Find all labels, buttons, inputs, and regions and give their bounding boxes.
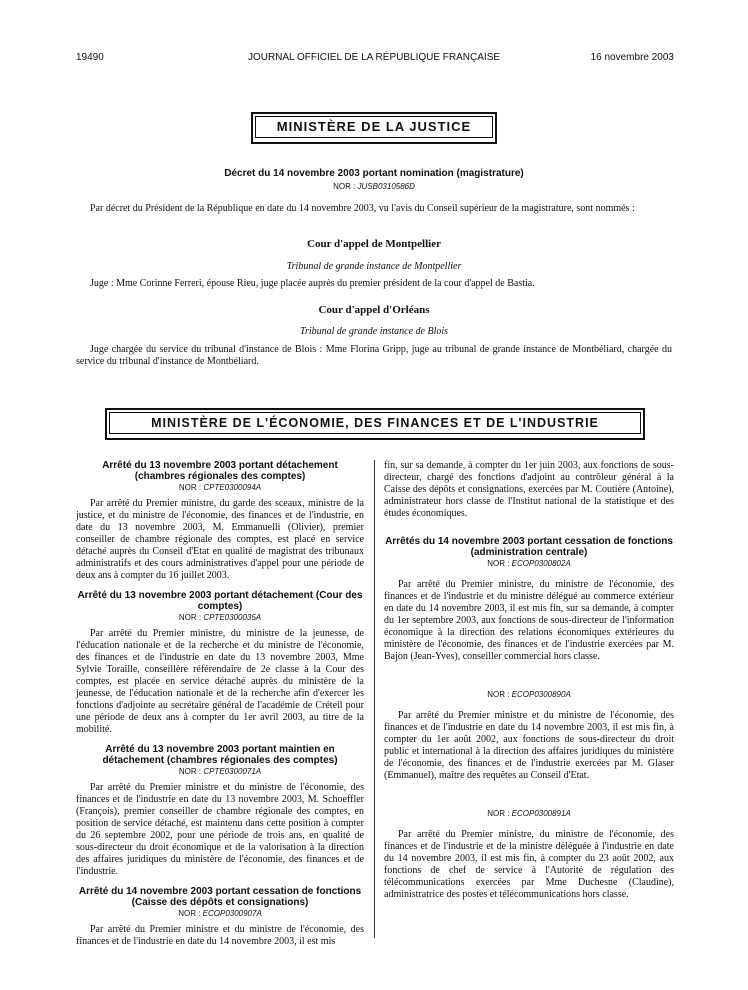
arrete-nor: NOR : CPTE0300035A	[178, 613, 262, 622]
arrete-nor: NOR : ECOP0300890A	[487, 690, 571, 699]
ministry-justice-box	[251, 112, 497, 144]
decree-nor: NOR : JUSB0310586D	[333, 182, 415, 191]
continuation-text: fin, sur sa demande, à compter du 1er juin 2003, aux fonctions de sous-directeur, chargé des fonctions d'adjoint au contrôleur général à la Caisse des dépôts et consignations, exercées par M. Coutière (Antoine), administrateur hors classe de l'Institut national de la statistique et des études économiques.	[384, 460, 674, 519]
ministry-economie-title: MINISTÈRE DE L'ÉCONOMIE, DES FINANCES ET DE L'INDUSTRIE	[109, 412, 641, 434]
decree-title: Décret du 14 novembre 2003 portant nomination (magistrature)	[224, 168, 524, 179]
ministry-economie-box	[105, 408, 645, 440]
court-montpellier: Cour d'appel de Montpellier	[307, 238, 441, 250]
arrete-nor: NOR : ECOP0300907A	[178, 909, 262, 918]
issue-date: 16 novembre 2003	[590, 52, 674, 63]
arrete-text: Par arrêté du Premier ministre, du garde des sceaux, ministre de la justice, et du ministre de l'économie, des finances et de l'industrie, en date du 13 novembre 2003, M. Emmanuelli (Olivier), premier conseiller de chambre régionale des comptes, est placé en service détaché auprès du Conseil d'Etat en qualité de magistrat des tribunaux administratifs et des cours administratives d'appel pour une période de deux ans à compter du 16 juillet 2003.	[76, 498, 364, 581]
arrete-r3	[384, 808, 674, 901]
arrete-nor: NOR : ECOP0300891A	[487, 809, 571, 818]
decree-intro: Par décret du Président de la République en date du 14 novembre 2003, vu l'avis du Conseil supérieur de la magistrature, sont nommés :	[90, 203, 635, 214]
arrete-title: Arrêté du 13 novembre 2003 portant maintien en détachement (chambres régionales des comptes)	[102, 744, 338, 766]
court-orleans: Cour d'appel d'Orléans	[318, 304, 430, 316]
arrete-r1	[384, 558, 674, 663]
arrete-title: Arrêté du 13 novembre 2003 portant détachement (Cour des comptes)	[77, 590, 363, 612]
judge-blois: Juge chargée du service du tribunal d'instance de Blois : Mme Florina Gripp, juge au tribunal de grande instance de Montbéliard, chargée du service du tribunal d'instance de Montbéliard.	[76, 344, 672, 367]
arrete-nor: NOR : CPTE0300071A	[178, 767, 262, 776]
page-number: 19490	[76, 52, 104, 63]
arrete-text: Par arrêté du Premier ministre et du ministre de l'économie, des finances et de l'industrie en date du 13 novembre 2003, M. Schoeffler (François), premier conseiller de chambre régionale des comptes, en position de service détaché, est maintenu dans cette position à compter du 26 septembre 2002, pour une période de trois ans, en qualité de sous-directeur du droit économique et de la valorisation à la direction des affaires juridiques du ministère de l'économie, des finances et de l'industrie.	[76, 782, 364, 877]
right-column	[384, 460, 674, 901]
arretes-title: Arrêtés du 14 novembre 2003 portant cessation de fonctions (administration centrale)	[385, 536, 673, 558]
arrete-title: Arrêté du 13 novembre 2003 portant détachement (chambres régionales des comptes)	[102, 460, 338, 482]
arrete-title: Arrêté du 14 novembre 2003 portant cessation de fonctions (Caisse des dépôts et consignations)	[78, 886, 362, 908]
arrete-text: Par arrêté du Premier ministre, du ministre de l'économie, des finances et de l'industrie et du ministre délégué au commerce extérieur en date du 14 novembre 2003, il est mis fin, sur sa demande, à compter du 1er septembre 2003, aux fonctions de sous-directeur de l'information économique à la direction des relations économiques extérieures du ministère de l'économie, des finances et de l'industrie exercées par M. Bajon (Jean-Yves), conseiller commercial hors classe.	[384, 579, 674, 662]
ministry-justice-title: MINISTÈRE DE LA JUSTICE	[255, 116, 493, 138]
arrete-r2	[384, 689, 674, 782]
arrete-nor: NOR : CPTE0300094A	[178, 483, 262, 492]
judge-montpellier: Juge : Mme Corinne Ferreri, épouse Rieu, juge placée auprès du premier président de la cour d'appel de Bastia.	[90, 278, 535, 289]
arrete-4	[76, 886, 364, 948]
column-divider	[374, 460, 375, 938]
arrete-3	[76, 744, 364, 878]
arrete-text: Par arrêté du Premier ministre, du ministre de la jeunesse, de l'éducation nationale et de la recherche et du ministre de l'économie, des finances et de l'industrie en date du 13 novembre 2003, Mme Sylvie Toraille, conseillère référendaire de 2e classe à la Cour des comptes, est placée en service détaché auprès du ministère de la jeunesse, de l'éducation nationale et de la recherche afin d'exercer les fonctions d'adjointe au secrétaire général de l'académie de Créteil pour une période de deux ans à compter du 1er avril 2003, au titre de la mobilité.	[76, 628, 364, 735]
arrete-text: Par arrêté du Premier ministre et du ministre de l'économie, des finances et de l'industrie en date du 14 novembre 2003, il est mis fin, à compter du 1er août 2002, aux fonctions de sous-directeur du droit public et international à la direction des affaires juridiques du ministère de l'économie, des finances et de l'industrie exercées par M. Glaser (Emmanuel), maître des requêtes au Conseil d'Etat.	[384, 710, 674, 781]
arrete-nor: NOR : ECOP0300802A	[487, 559, 571, 568]
arrete-text: Par arrêté du Premier ministre, du ministre de l'économie, des finances et de l'industrie et de la ministre déléguée à l'industrie en date du 14 novembre 2003, il est mis fin, à compter du 23 août 2002, aux fonctions de chef de service à l'Autorité de régulation des télécommunications exercées par Mme Duchesne (Claudine), administratrice des postes et télécommunications hors classe.	[384, 829, 674, 900]
arrete-2	[76, 590, 364, 736]
left-column	[76, 460, 364, 948]
journal-title: JOURNAL OFFICIEL DE LA RÉPUBLIQUE FRANÇAISE	[247, 52, 501, 63]
tribunal-montpellier: Tribunal de grande instance de Montpellier	[286, 261, 462, 272]
arrete-text: Par arrêté du Premier ministre et du ministre de l'économie, des finances et de l'industrie en date du 14 novembre 2003, il est mis	[76, 924, 364, 947]
arrete-1	[76, 460, 364, 582]
tribunal-blois: Tribunal de grande instance de Blois	[299, 326, 449, 337]
